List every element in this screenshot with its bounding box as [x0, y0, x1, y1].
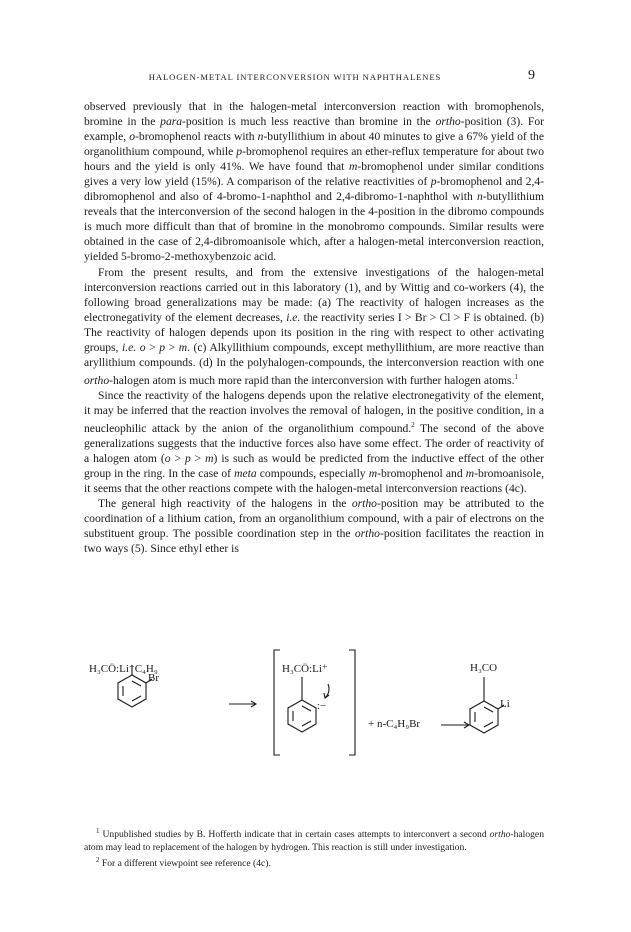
- intermediate-right-bracket: [349, 650, 355, 755]
- reactant-formula: H₃CÖ:Li⁺C₄H₉: [89, 663, 158, 675]
- footnote: $^2$ For a different viewpoint see reference (4c).: [96, 856, 271, 870]
- footnote: $^1$ Unpublished studies by B. Hofferth indicate that in certain cases attempts to interconvert a second ortho-halogen atom may lead to replacement of the halogen by hydrogen. This reaction is still under investigation.: [84, 827, 544, 853]
- reaction-scheme: [84, 640, 544, 790]
- running-title: HALOGEN-METAL INTERCONVERSION WITH NAPHTHALENES: [148, 72, 442, 82]
- product-formula: H₃CO: [470, 662, 498, 674]
- page-number: 9: [528, 68, 535, 83]
- intermediate-anion-label: :−: [317, 700, 327, 712]
- product-benzene-ring: [470, 701, 498, 733]
- paragraph: observed previously that in the halogen-metal interconversion reaction with bromophenols, bromine in the para-position is much less reactive than bromine in the ortho-position (3). For example, o-bromophenol reacts with n-butyllithium in about 40 minutes to give a 67% yield of the organolithium compound, while p-bromophenol requires an ether-reflux temperature for about two hours and the yield is only 41%. We have found that m-bromophenol under similar conditions gives a very low yield (15%). A comparison of the relative reactivities of p-bromophenol and 2,4-dibromophenol and also of 4-bromo-1-naphthol and 2,4-dibromo-1-naphthol with n-butyllithium reveals that the interconversion of the second halogen in the 4-position in the dibromo compounds is much more difficult than that of bromine in the monobromo compounds. Similar results were obtained in the case of 2,4-dibromoanisole which, after a halogen-metal interconversion reaction, yielded 5-bromo-2-methoxybenzoic acid.: [84, 100, 545, 264]
- byproduct-formula: + n-C₄H₉Br: [368, 718, 421, 730]
- body-text: [84, 99, 544, 556]
- paragraph: The general high reactivity of the halogens in the ortho-position may be attributed to the coordination of a lithium cation, from an organolithium compound, with a pair of electrons on the substituent group. The possible coordination step in the ortho-position facilitates the reaction in two ways (5). Since ethyl ether is: [84, 496, 545, 556]
- intermediate-left-bracket: [274, 650, 280, 755]
- intermediate-benzene-ring: [288, 700, 316, 732]
- intermediate-formula: H₃CÖ:Li⁺: [282, 663, 328, 675]
- paragraph: Since the reactivity of the halogens depends upon the relative electronegativity of the element, it may be inferred that the reaction involves the removal of halogen, in the positive condition, in a neucleophilic attack by the anion of the organolithium compound.$^2$ The second of the above generalizations suggests that the inductive forces also have some effect. The order of reactivity of a halogen atom (o > p > m) is such as would be predicted from the inductive effect of the other group in the ring. In the case of meta compounds, especially m-bromophenol and m-bromoanisole, it seems that the other reactions compete with the halogen-metal interconversion reactions (4c).: [84, 388, 544, 495]
- product-lithium-label: Li: [500, 698, 510, 710]
- footnotes: [84, 825, 544, 871]
- reactant-bromine-label: Br: [148, 672, 159, 684]
- reactant-benzene-ring: [118, 675, 146, 707]
- paragraph: From the present results, and from the extensive investigations of the halogen-metal interconversion reactions carried out in this laboratory (1), and by Wittig and co-workers (4), the following broad generalizations may be made: (a) The reactivity of halogen increases as the electronegativity of the element decreases, i.e. the reactivity series I > Br > Cl > F is obtained. (b) The reactivity of halogen depends upon its position in the ring with respect to other activating groups, i.e. o > p > m. (c) Alkyllithium compounds, except methyllithium, are more reactive than aryllithium compounds. (d) In the polyhalogen-compounds, the interconversion reaction with one ortho-halogen atom is much more rapid than the interconversion with further halogen atoms.$^1$: [84, 265, 545, 387]
